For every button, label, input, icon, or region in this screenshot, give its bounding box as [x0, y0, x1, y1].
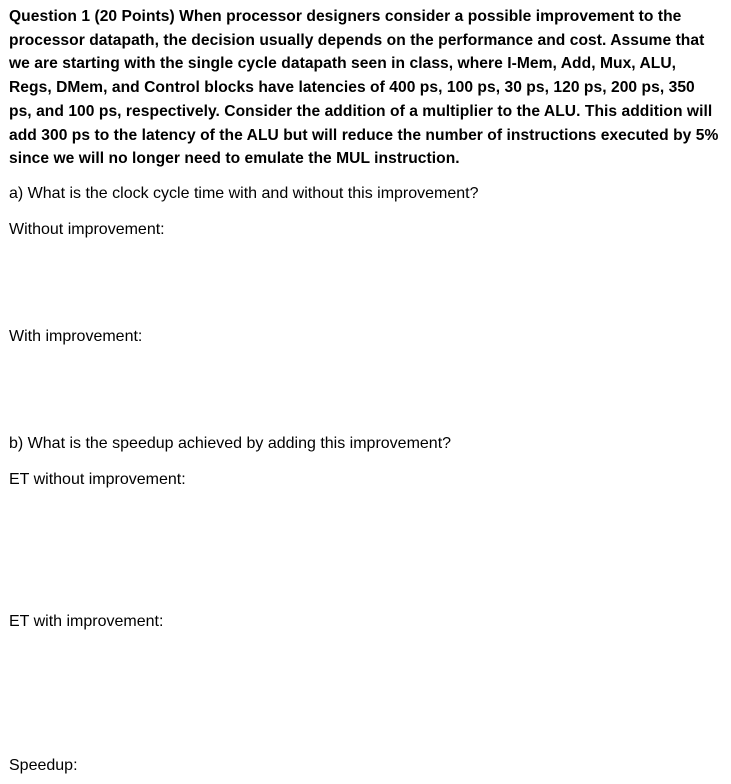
with-improvement-label: With improvement:: [9, 328, 143, 345]
question-1-text: Question 1 (20 Points) When processor designers consider a possible improvement to the processor datapath, the decision usually depends on the performance and cost. Assume that we are starting with the single cycle datapath seen in class, where I-Mem, Add, Mux, ALU, Regs, DMem, and Control blocks have latencies of 400 ps, 100 ps, 30 ps, 120 ps, 200 ps, 350 ps, and 100 ps, respectively. Consider the addition of a multiplier to the ALU. This addition will add 300 ps to the latency of the ALU but will reduce the number of instructions executed by 5% since we will no longer need to emulate the MUL instruction.: [9, 8, 719, 168]
part-b-prompt: b) What is the speedup achieved by adding this improvement?: [9, 435, 452, 452]
without-improvement-label: Without improvement:: [9, 221, 165, 238]
speedup-label: Speedup:: [9, 757, 78, 774]
et-without-improvement-label: ET without improvement:: [9, 471, 186, 488]
part-a-prompt: a) What is the clock cycle time with and without this improvement?: [9, 185, 479, 202]
et-with-improvement-label: ET with improvement:: [9, 613, 164, 630]
